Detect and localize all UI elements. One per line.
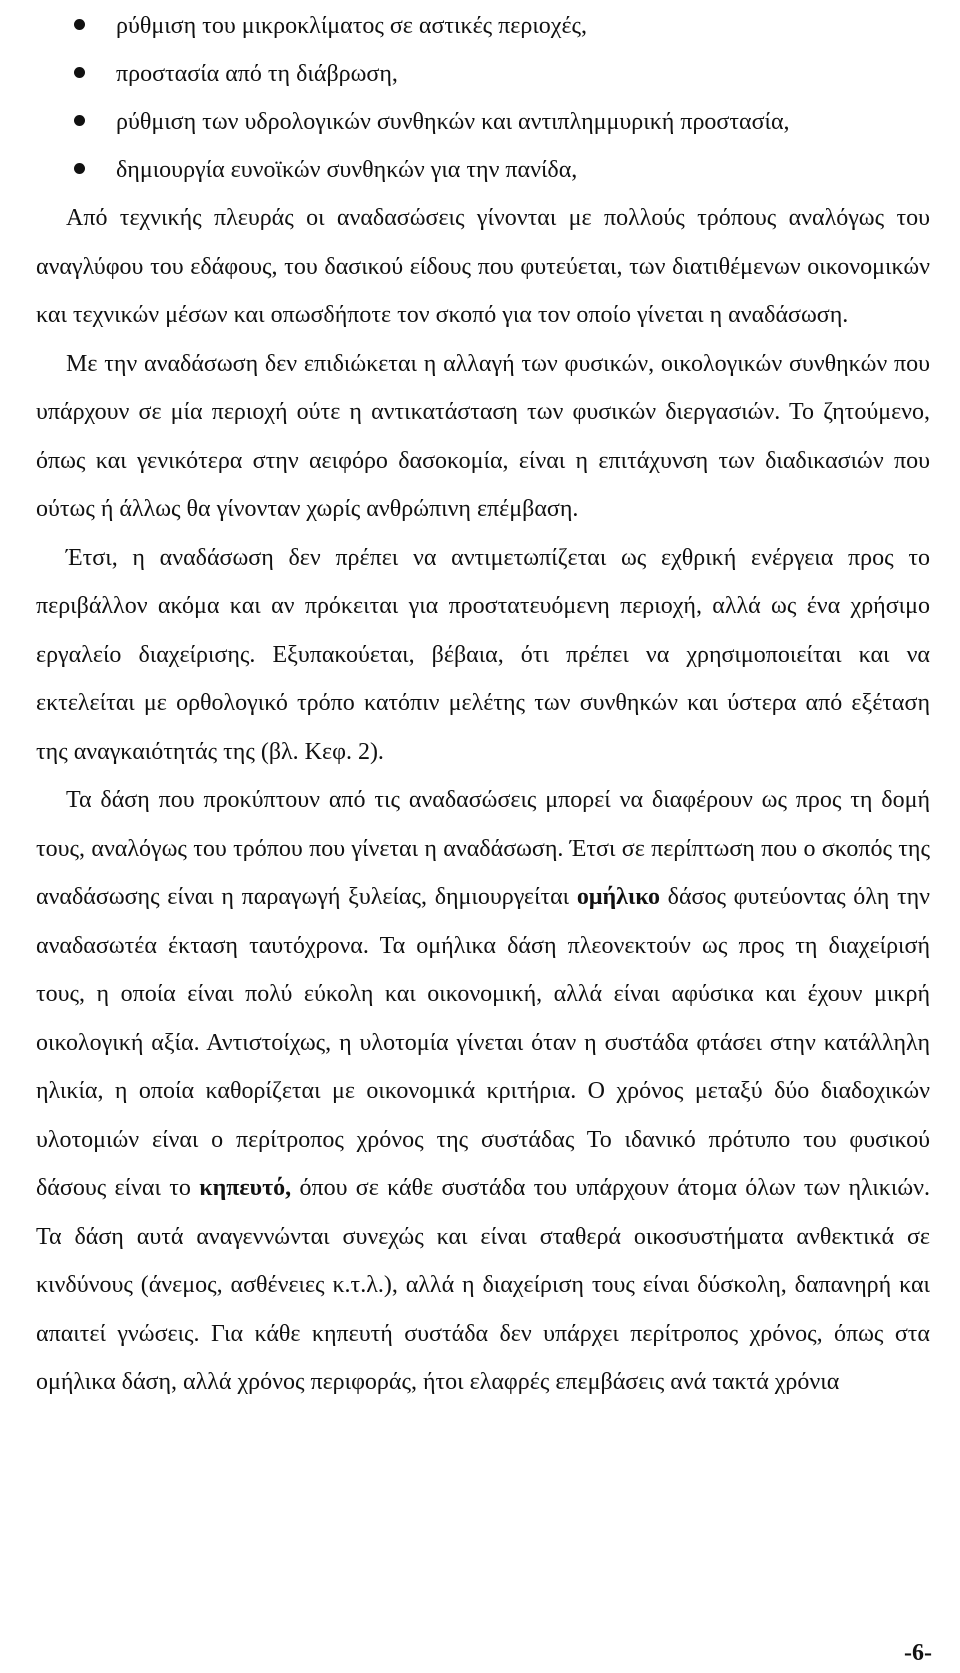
bullet-list [36, 2, 930, 194]
bold-term-even-aged: ομήλικο [576, 884, 660, 910]
paragraph-reforestation-methods: Από τεχνικής πλευράς οι αναδασώσεις γίνονται με πολλούς τρόπους αναλόγως του αναγλύφου του εδάφους, του δασικού είδους που φυτεύεται, των διατιθέμενων οικονομικών και τεχνικών μέσων και οπωσδήποτε τον σκοπό για τον οποίο γίνεται η αναδάσωση. [36, 205, 930, 328]
paragraph-forest-structure [36, 776, 930, 1407]
paragraph-reforestation-goals: Με την αναδάσωση δεν επιδιώκεται η αλλαγή των φυσικών, οικολογικών συνθηκών που υπάρχουν σε μία περιοχή ούτε η αντικατάσταση των φυσικών διεργασιών. Το ζητούμενο, όπως και γενικότερα στην αειφόρο δασοκομία, είναι η επιτάχυνση των διαδικασιών που ούτως ή άλλως θα γίνονταν χωρίς ανθρώπινη επέμβαση. [36, 350, 930, 522]
bullet-item: δημιουργία ευνοϊκών συνθηκών για την πανίδα, [74, 146, 930, 194]
bold-term-selection-forest: κηπευτό, [199, 1175, 292, 1201]
bullet-item: ρύθμιση του μικροκλίματος σε αστικές περιοχές, [74, 2, 930, 50]
text-run: δάσος φυτεύοντας όλη την αναδασωτέα έκταση ταυτόχρονα. Τα ομήλικα δάση πλεονεκτούν ως προς τη διαχείρισή τους, η οποία είναι πολύ εύκολη και οικονομική, αλλά είναι αφύσικα και έχουν μικρή οικολογική αξία. Αντιστοίχως, η υλοτομία γίνεται όταν η συστάδα φτάσει στην κατάλληλη ηλικία, η οποία καθορίζεται με οικονομικά κριτήρια. Ο χρόνος μεταξύ δύο διαδοχικών υλοτομιών είναι ο περίτροπος χρόνος της συστάδας Το ιδανικό πρότυπο του φυσικού δάσους είναι το [36, 884, 930, 1201]
text-run: όπου σε κάθε συστάδα του υπάρχουν άτομα όλων των ηλικιών. Τα δάση αυτά αναγεννώνται συνεχώς και είναι σταθερά οικοσυστήματα ανθεκτικά σε κινδύνους (άνεμος, ασθένειες κ.τ.λ.), αλλά η διαχείριση τους είναι δύσκολη, δαπανηρή και απαιτεί γνώσεις. Για κάθε κηπευτή συστάδα δεν υπάρχει περίτροπος χρόνος, όπως στα ομήλικα δάση, αλλά χρόνος περιφοράς, ήτοι ελαφρές επεμβάσεις ανά τακτά χρόνια [36, 1175, 930, 1395]
paragraph-management-tool: Έτσι, η αναδάσωση δεν πρέπει να αντιμετωπίζεται ως εχθρική ενέργεια προς το περιβάλλον ακόμα και αν πρόκειται για προστατευόμενη περιοχή, αλλά ως ένα χρήσιμο εργαλείο διαχείρισης. Εξυπακούεται, βέβαια, ότι πρέπει να χρησιμοποιείται και να εκτελείται με ορθολογικό τρόπο κατόπιν μελέτης των συνθηκών και ύστερα από εξέταση της αναγκαιότητάς της (βλ. Κεφ. 2). [36, 544, 930, 765]
bullet-item: ρύθμιση των υδρολογικών συνθηκών και αντιπλημμυρική προστασία, [74, 98, 930, 146]
text-run: Τα δάση που προκύπτουν από τις αναδασώσεις μπορεί να διαφέρουν ως προς τη δομή τους, αναλόγως του τρόπου που γίνεται η αναδάσωση. Έτσι σε περίπτωση που ο σκοπός της αναδάσωσης είναι η παραγωγή ξυλείας, δημιουργείται [36, 787, 930, 910]
page-number: -6- [904, 1640, 932, 1666]
bullet-item: προστασία από τη διάβρωση, [74, 50, 930, 98]
